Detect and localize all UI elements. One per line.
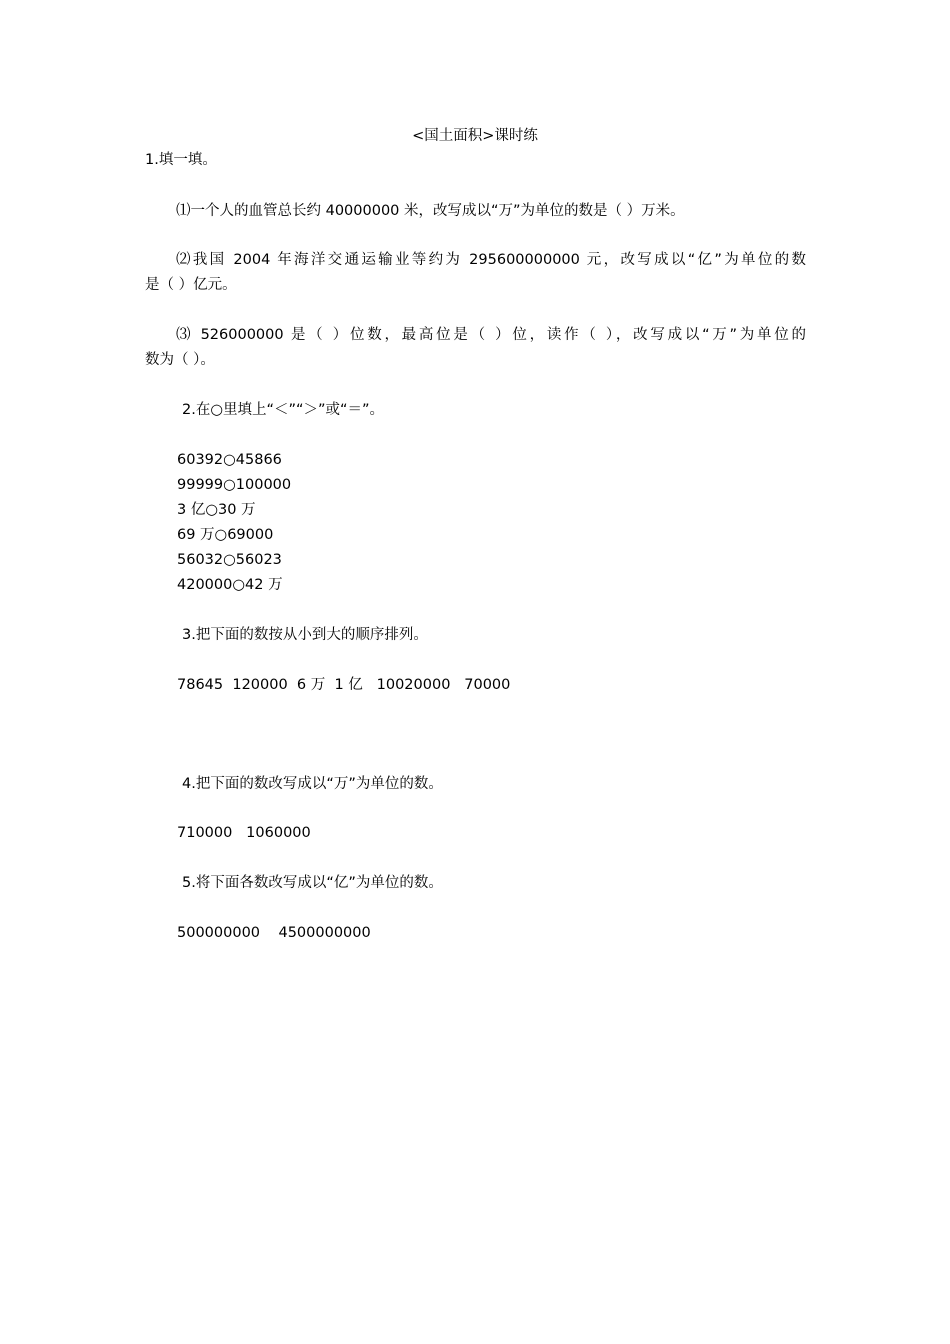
section4-heading: 4.把下面的数改写成以“万”为单位的数。 bbox=[182, 776, 443, 792]
comparison-item: 420000○42 万 bbox=[177, 577, 283, 593]
comparison-item: 56032○56023 bbox=[177, 552, 282, 568]
question-1-1: ⑴一个人的血管总长约 40000000 米，改写成以“万”为单位的数是（ ）万米。 bbox=[176, 203, 685, 219]
comparison-item: 3 亿○30 万 bbox=[177, 502, 256, 518]
question-1-2 bbox=[145, 248, 806, 298]
question-1-2-line1: ⑵我国 2004 年海洋交通运输业等约为 295600000000 元，改写成以“亿”为单位的数 bbox=[176, 252, 806, 268]
section4-numbers: 710000 1060000 bbox=[177, 825, 311, 841]
section3-heading: 3.把下面的数按从小到大的顺序排列。 bbox=[182, 627, 428, 643]
section5-heading: 5.将下面各数改写成以“亿”为单位的数。 bbox=[182, 875, 443, 891]
section5-numbers: 500000000 4500000000 bbox=[177, 925, 371, 941]
question-1-3-line1: ⑶ 526000000 是（ ）位数，最高位是（ ）位，读作（ ），改写成以“万”为单位的 bbox=[176, 327, 806, 343]
comparison-item: 60392○45866 bbox=[177, 452, 282, 468]
comparison-item: 69 万○69000 bbox=[177, 527, 274, 543]
question-1-3 bbox=[145, 323, 806, 373]
document-title: <国土面积>课时练 bbox=[412, 128, 538, 144]
section3-numbers: 78645 120000 6 万 1 亿 10020000 70000 bbox=[177, 677, 511, 693]
comparison-item: 99999○100000 bbox=[177, 477, 292, 493]
question-1-2-line2: 是（ ）亿元。 bbox=[145, 277, 237, 293]
question-1-3-line2: 数为（ ）。 bbox=[145, 352, 215, 368]
section2-heading: 2.在○里填上“＜”“＞”或“＝”。 bbox=[182, 402, 385, 418]
section1-heading: 1.填一填。 bbox=[145, 152, 217, 168]
